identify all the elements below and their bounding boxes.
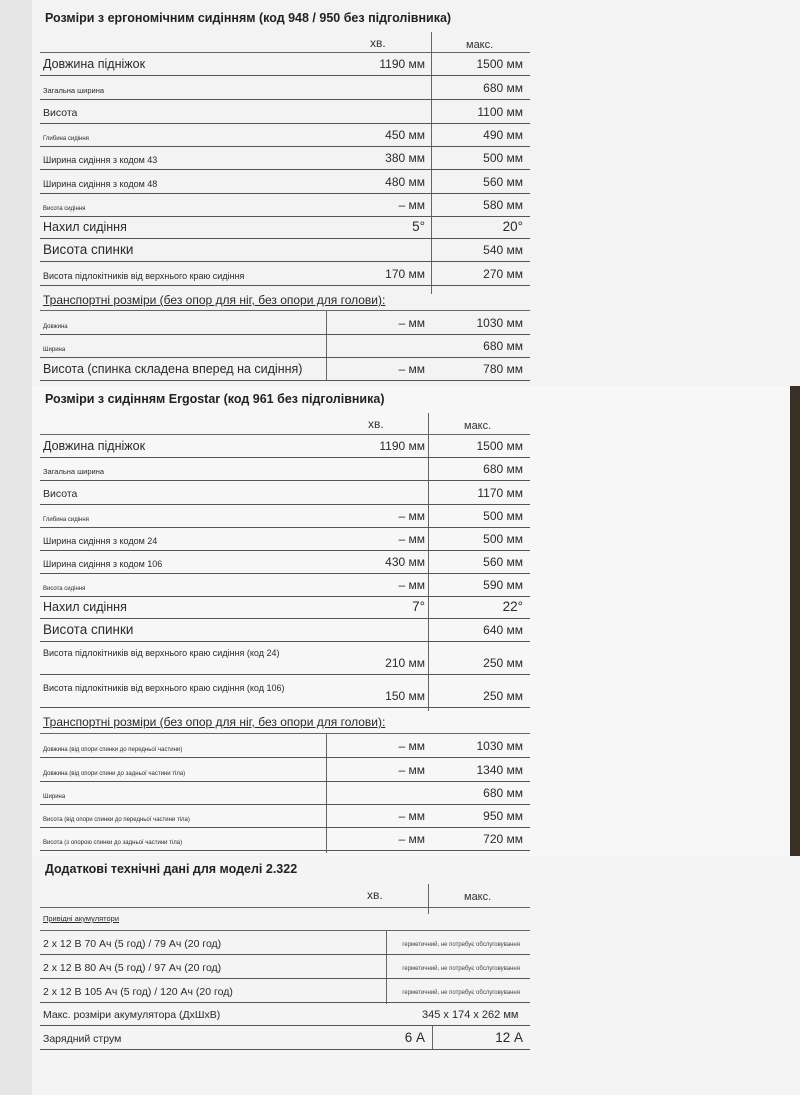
section3-title: Додаткові технічні дані для моделі 2.322	[45, 862, 298, 876]
section1-transport-title: Транспортні розміри (без опор для ніг, без опори для голови):	[43, 293, 386, 307]
table-row: Висота (з опорою спинки до задньої частини тіла) – мм 720 мм	[40, 828, 530, 851]
table-row: Висота підлокітників від верхнього краю сидіння 170 мм 270 мм	[40, 262, 530, 286]
table-row: 2 х 12 В 80 Ач (5 год) / 97 Ач (20 год) герметичний, не потребує обслуговування	[40, 955, 530, 979]
table-row: Макс. розміри акумулятора (ДхШхВ) 345 х 174 х 262 мм	[40, 1003, 530, 1026]
table-row: Висота 1100 мм	[40, 100, 530, 124]
table-row: Нахил сидіння 7° 22°	[40, 597, 530, 619]
header-line	[40, 907, 530, 908]
table-row: Висота сидіння – мм 590 мм	[40, 574, 530, 597]
table-row: Ширина сидіння з кодом 24 – мм 500 мм	[40, 528, 530, 551]
column-divider	[428, 884, 429, 914]
table-row: Зарядний струм 6 А 12 А	[40, 1026, 530, 1050]
table-row: 2 х 12 В 70 Ач (5 год) / 79 Ач (20 год) герметичний, не потребує обслуговування	[40, 931, 530, 955]
table-row: Глибина сидіння – мм 500 мм	[40, 505, 530, 528]
table-row: Висота підлокітників від верхнього краю сидіння (код 24) 210 мм 250 мм	[40, 642, 530, 675]
table-row: Ширина 680 мм	[40, 782, 530, 805]
table-row: Висота підлокітників від верхнього краю сидіння (код 106) 150 мм 250 мм	[40, 675, 530, 708]
background-strip	[790, 386, 800, 856]
col-max-header: макс.	[464, 420, 492, 432]
col-min-header: хв.	[368, 417, 384, 431]
table-row: Висота спинки 540 мм	[40, 239, 530, 262]
section1-title: Розміри з ергономічним сидінням (код 948 / 950 без підголівника)	[45, 11, 452, 25]
table-row: Висота спинки 640 мм	[40, 619, 530, 642]
table-row: Висота сидіння – мм 580 мм	[40, 194, 530, 217]
col-max-header: макс.	[466, 39, 494, 51]
table-row: Загальна ширина 680 мм	[40, 458, 530, 481]
batteries-subtitle: Привідні акумулятори	[43, 914, 120, 923]
table-row: Ширина 680 мм	[40, 335, 530, 358]
table-row: Довжина підніжок 1190 мм 1500 мм	[40, 52, 530, 76]
col-min-header: хв.	[370, 36, 386, 50]
table-row: Ширина сидіння з кодом 106 430 мм 560 мм	[40, 551, 530, 574]
col-min-header: хв.	[367, 888, 383, 902]
table-row: Висота 1170 мм	[40, 481, 530, 505]
table-row: 2 х 12 В 105 Ач (5 год) / 120 Ач (20 год) герметичний, не потребує обслуговування	[40, 979, 530, 1003]
table-row: Висота (від опори спинки до передньої частини тіла) – мм 950 мм	[40, 805, 530, 828]
table-row: Ширина сидіння з кодом 43 380 мм 500 мм	[40, 147, 530, 170]
table-row: Ширина сидіння з кодом 48 480 мм 560 мм	[40, 170, 530, 194]
section2-title: Розміри з сидінням Ergostar (код 961 без підголівника)	[45, 392, 385, 406]
left-margin	[0, 0, 32, 1095]
table-row: Довжина – мм 1030 мм	[40, 311, 530, 335]
table-row: Довжина (від опори спинки до передньої частини) – мм 1030 мм	[40, 734, 530, 758]
table-row: Довжина (від опори спини до задньої частини тіла) – мм 1340 мм	[40, 758, 530, 782]
col-max-header: макс.	[464, 891, 492, 903]
table-row: Нахил сидіння 5° 20°	[40, 217, 530, 239]
table-row: Висота (спинка складена вперед на сидіння) – мм 780 мм	[40, 358, 530, 381]
table-row: Загальна ширина 680 мм	[40, 76, 530, 100]
table-row: Глибина сидіння 450 мм 490 мм	[40, 124, 530, 147]
table-row: Довжина підніжок 1190 мм 1500 мм	[40, 435, 530, 458]
section2-transport-title: Транспортні розміри (без опор для ніг, без опори для голови):	[43, 715, 386, 729]
